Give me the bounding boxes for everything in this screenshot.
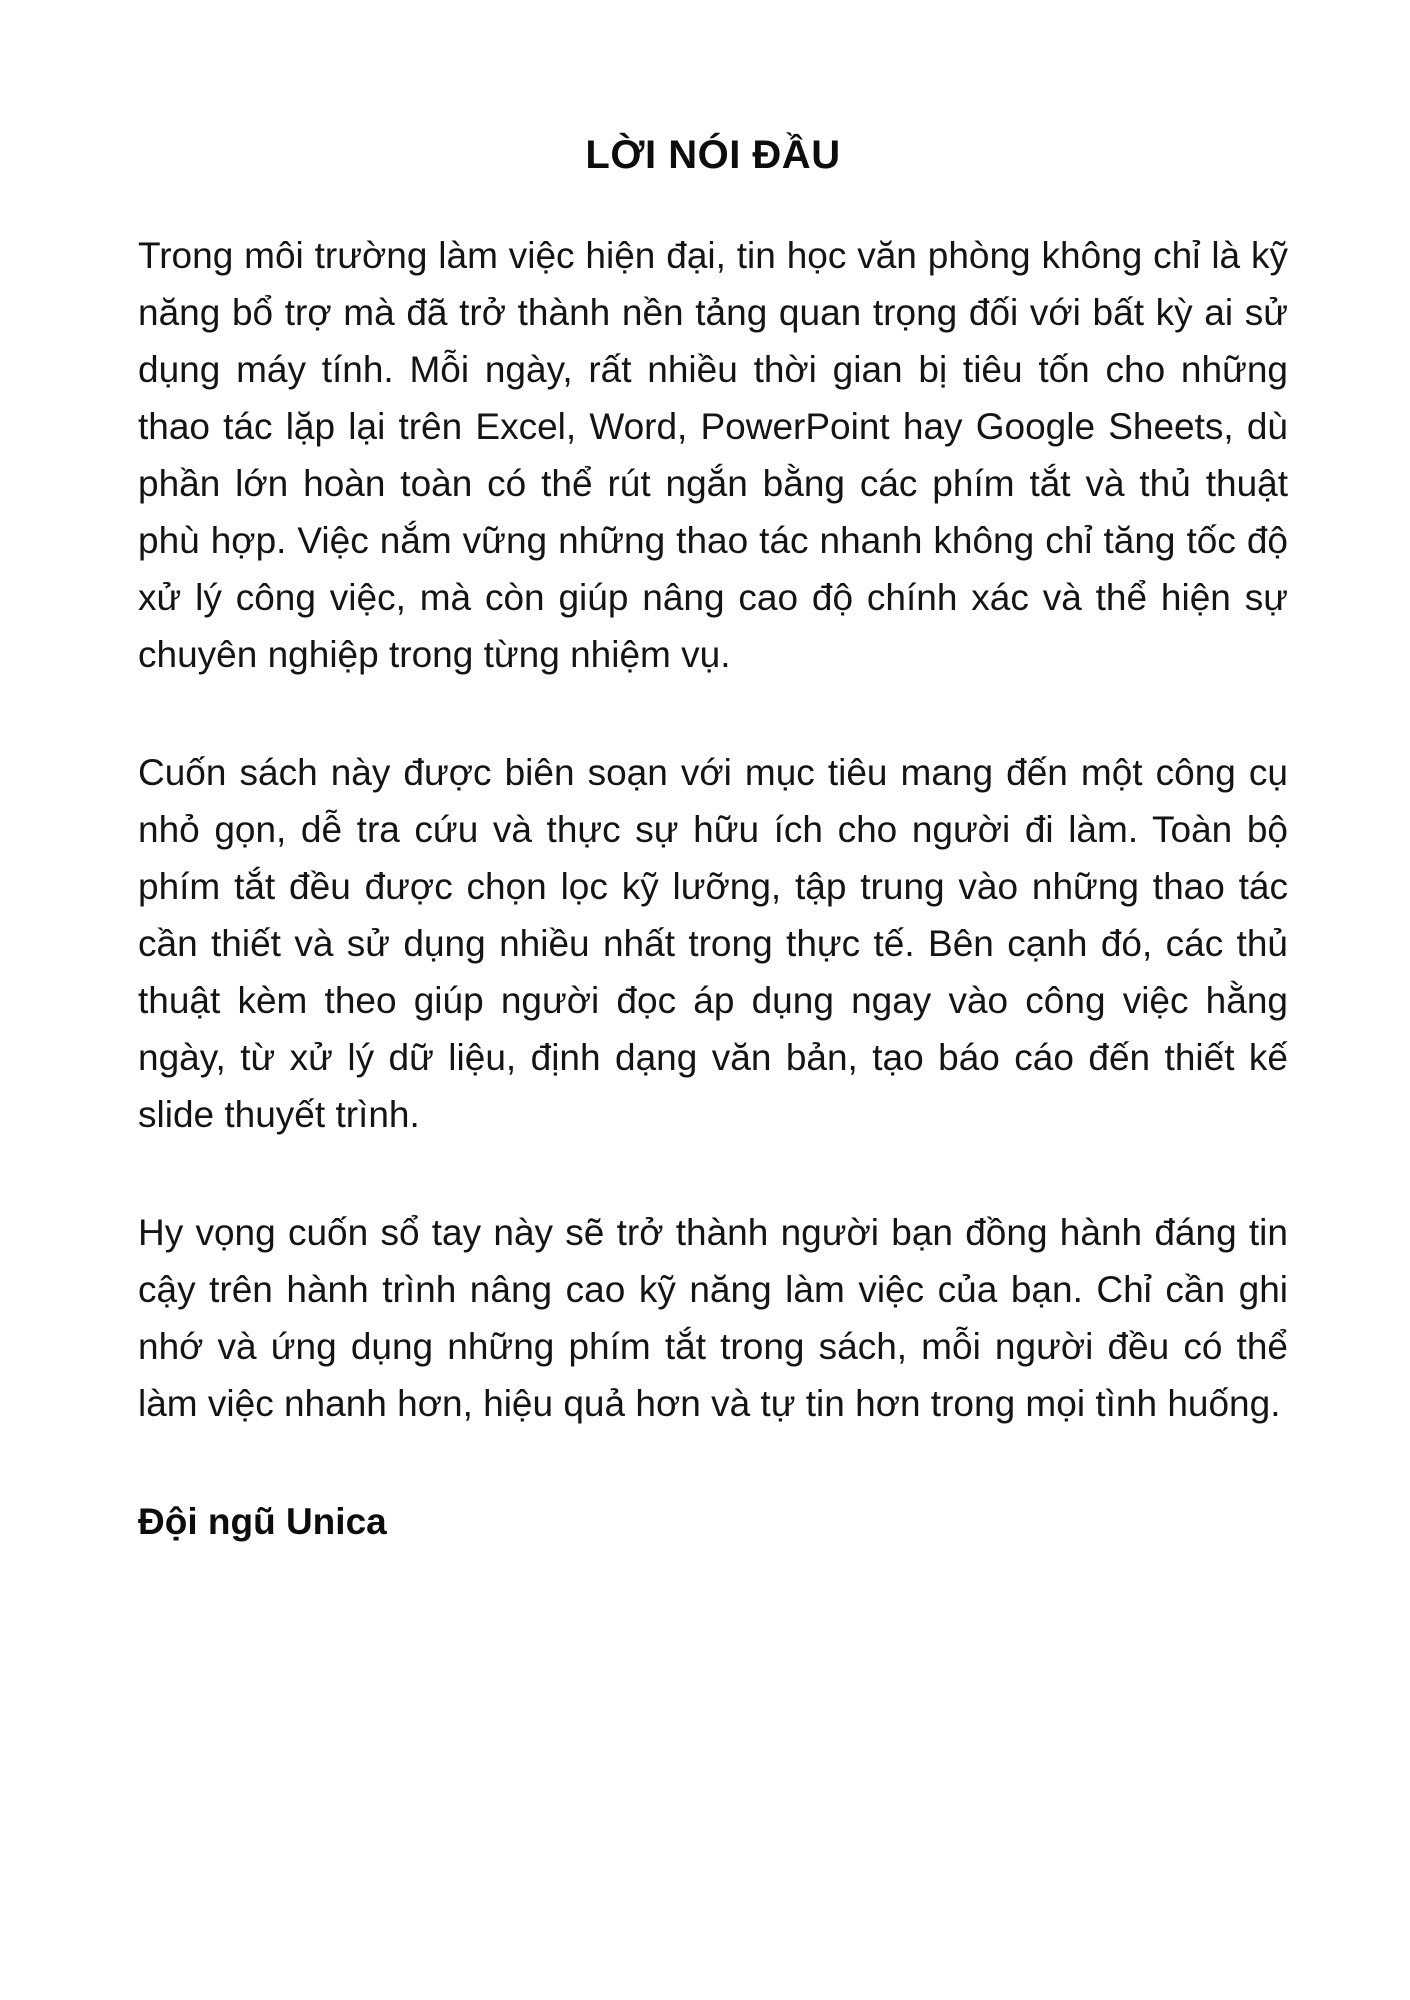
preface-paragraph-3: Hy vọng cuốn sổ tay này sẽ trở thành người bạn đồng hành đáng tin cậy trên hành trình nâng cao kỹ năng làm việc của bạn. Chỉ cần ghi nhớ và ứng dụng những phím tắt trong sách, mỗi người đều có thể làm việc nhanh hơn, hiệu quả hơn và tự tin hơn trong mọi tình huống.: [138, 1212, 1288, 1424]
author-signature: Đội ngũ Unica: [138, 1501, 387, 1542]
preface-paragraph-1: Trong môi trường làm việc hiện đại, tin học văn phòng không chỉ là kỹ năng bổ trợ mà đã trở thành nền tảng quan trọng đối với bất kỳ ai sử dụng máy tính. Mỗi ngày, rất nhiều thời gian bị tiêu tốn cho những thao tác lặp lại trên Excel, Word, PowerPoint hay Google Sheets, dù phần lớn hoàn toàn có thể rút ngắn bằng các phím tắt và thủ thuật phù hợp. Việc nắm vững những thao tác nhanh không chỉ tăng tốc độ xử lý công việc, mà còn giúp nâng cao độ chính xác và thể hiện sự chuyên nghiệp trong từng nhiệm vụ.: [138, 235, 1288, 675]
page-title: LỜI NÓI ĐẦU: [585, 133, 841, 177]
preface-paragraph-2: Cuốn sách này được biên soạn với mục tiêu mang đến một công cụ nhỏ gọn, dễ tra cứu và thực sự hữu ích cho người đi làm. Toàn bộ phím tắt đều được chọn lọc kỹ lưỡng, tập trung vào những thao tác cần thiết và sử dụng nhiều nhất trong thực tế. Bên cạnh đó, các thủ thuật kèm theo giúp người đọc áp dụng ngay vào công việc hằng ngày, từ xử lý dữ liệu, định dạng văn bản, tạo báo cáo đến thiết kế slide thuyết trình.: [138, 752, 1288, 1135]
